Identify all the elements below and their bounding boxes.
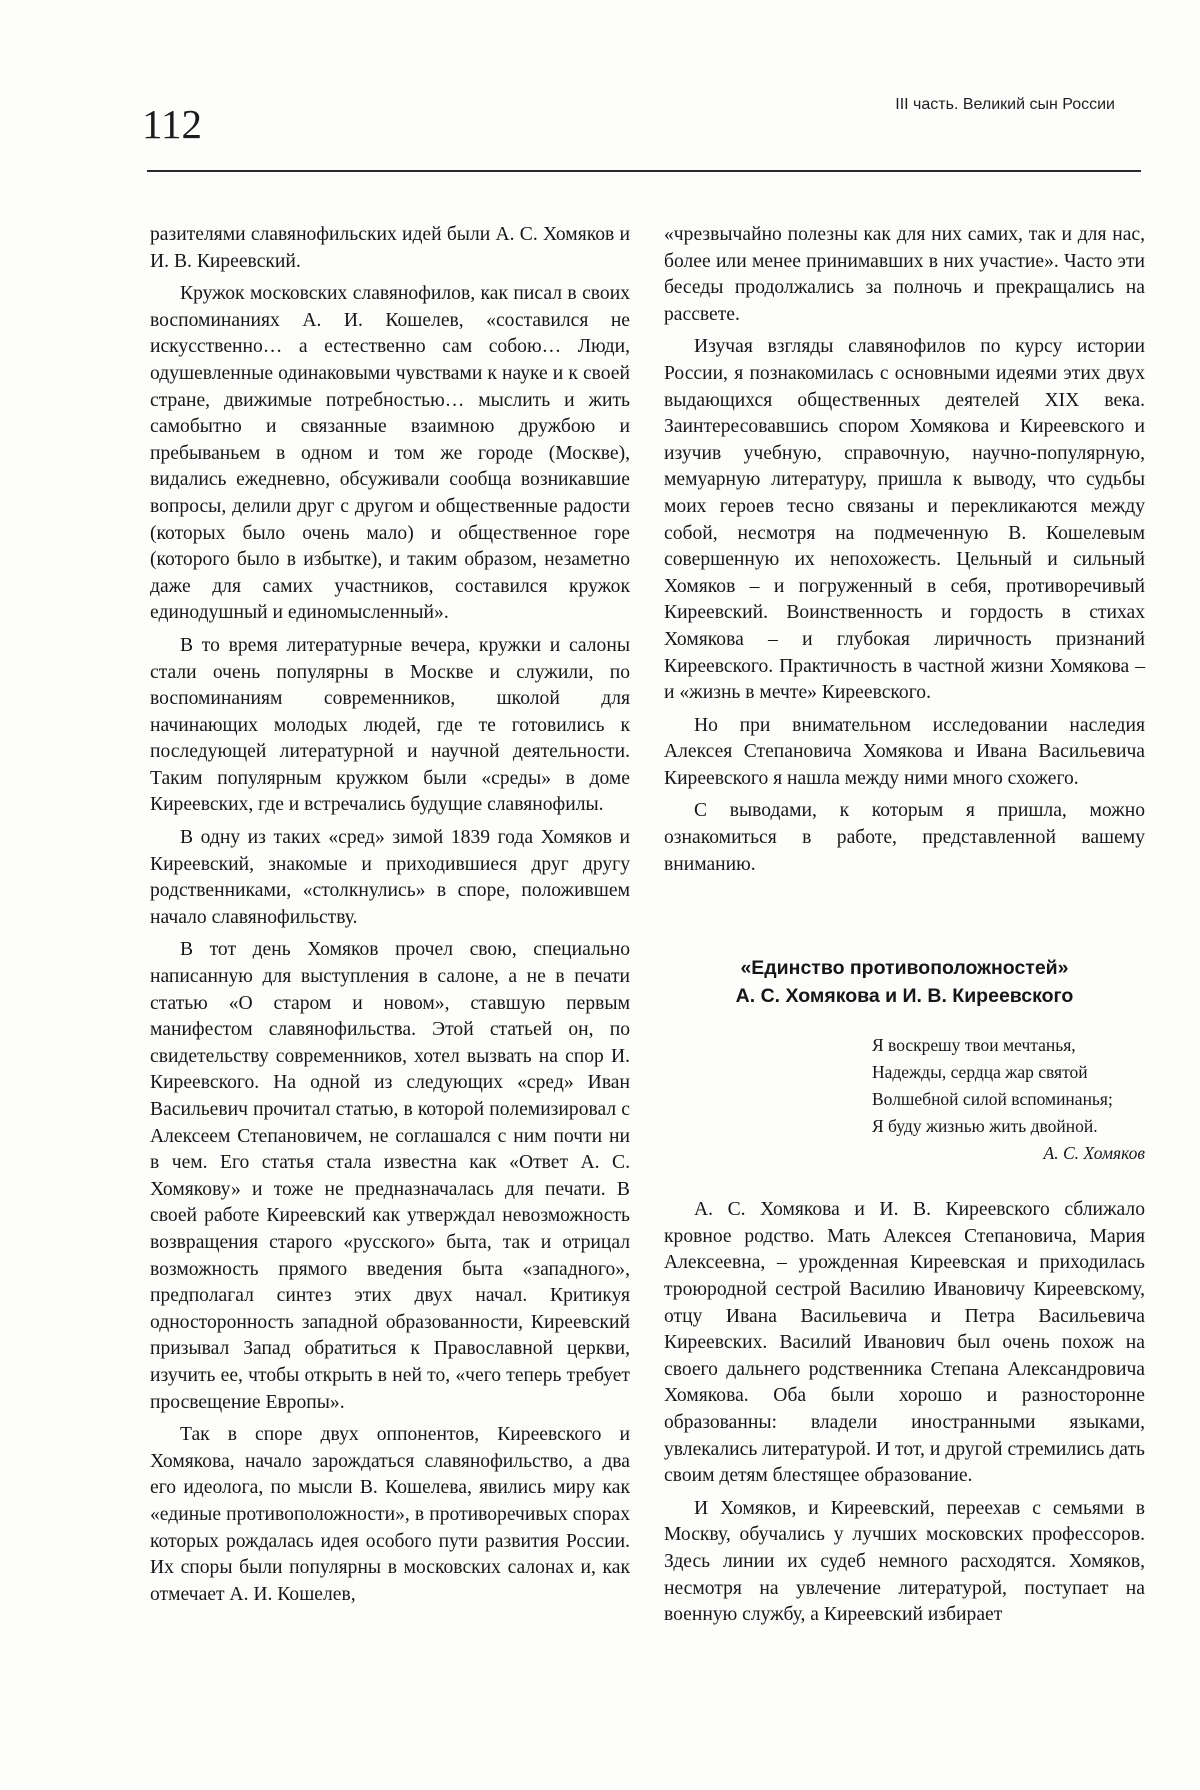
paragraph: разителями славянофильских идей были А. С. Хомяков и И. В. Киреевский. (150, 224, 630, 272)
paragraph: А. С. Хомякова и И. В. Киреевского сближало кровное родство. Мать Алексея Степановича, Мария Алексеевна, – урожденная Киреевская и приходилась троюродной сестрой Василию Ивановичу Киреевскому, отцу Ивана Васильевича и Петра Васильевича Киреевских. Василий Иванович был очень похож на своего дальнего родственника Степана Александровича Хомякова. Оба были хорошо и разносторонне образованны: владели иностранными языками, увлекались литературой. И тот, и другой стремились дать своим детям блестящее образование. (664, 1199, 1145, 1487)
epigraph-line: Я воскрешу твои мечтанья, (872, 1035, 1076, 1056)
paragraph: Изучая взгляды славянофилов по курсу истории России, я познакомилась с основными идеями этих двух выдающихся общественных деятелей XIX века. Заинтересовавшись спором Хомякова и Киреевского и изучив учебную, справочную, научно-популярную, мемуарную литературу, пришла к выводу, что судьбы моих героев тесно связаны и перекликаются между собой, несмотря на подмеченную В. Кошелевым совершенную их непохожесть. Цельный и сильный Хомяков – и погруженный в себя, противоречивый Киреевский. Воинственность и гордость в стихах Хомякова – и глубокая лиричность признаний Киреевского. Практичность в частной жизни Хомякова – и «жизнь в мечте» Киреевского. (664, 336, 1145, 704)
epigraph (872, 1032, 1145, 1167)
page-number: 112 (142, 101, 202, 147)
epigraph-line: Надежды, сердца жар святой (872, 1062, 1088, 1083)
paragraph: «чрезвычайно полезны как для них самих, так и для нас, более или менее принимавших в них участие». Часто эти беседы продолжались за полночь и прекращались на рассвете. (664, 224, 1145, 325)
section-title-line: «Единство противоположностей» (740, 957, 1069, 980)
paragraph: Так в споре двух оппонентов, Киреевского и Хомякова, начало зарождаться славянофильство, а два его идеолога, по мысли В. Кошелева, явились миру как «единые противоположности», в противоречивых спорах которых рождалась идея особого пути развития России. Их споры были популярны в московских салонах и, как отмечает А. И. Кошелев, (150, 1424, 630, 1605)
paragraph: В одну из таких «сред» зимой 1839 года Хомяков и Киреевский, знакомые и приходившиеся друг другу родственниками, «столкнулись» в споре, положившем начало славянофильству. (150, 827, 630, 928)
section-title-line: А. С. Хомякова и И. В. Киреевского (735, 985, 1074, 1008)
right-column (664, 222, 1145, 1629)
running-head: III часть. Великий сын России (895, 96, 1115, 113)
paragraph: Но при внимательном исследовании наследия Алексея Степановича Хомякова и Ивана Васильевича Киреевского я нашла между ними много схожего. (664, 714, 1145, 789)
epigraph-line: Волшебной силой вспоминанья; (872, 1088, 1113, 1109)
left-column (150, 222, 630, 1608)
epigraph-line: Я буду жизнью жить двойной. (872, 1115, 1098, 1136)
paragraph: С выводами, к которым я пришла, можно ознакомиться в работе, представленной вашему вниманию. (664, 800, 1145, 875)
paragraph: И Хомяков, и Киреевский, переехав с семьями в Москву, обучались у лучших московских профессоров. Здесь линии их судеб немного расходятся. Хомяков, несмотря на увлечение литературой, поступает на военную службу, а Киреевский избирает (664, 1497, 1145, 1626)
header-rule (147, 170, 1141, 172)
paragraph: В то время литературные вечера, кружки и салоны стали очень популярны в Москве и служили, по воспоминаниям современников, школой для начинающих молодых людей, где те готовились к последующей литературной и научной деятельности. Таким популярным кружком были «среды» в доме Киреевских, где и встречались будущие славянофилы. (150, 634, 630, 816)
paragraph: Кружок московских славянофилов, как писал в своих воспоминаниях А. И. Кошелев, «составился не искусственно… а естественно сам собою… Люди, одушевленные одинаковыми чувствами к науке и к своей стране, движимые потребностью… мыслить и жить самобытно и связанные взаимною дружбою и пребываньем в одном и том же городе (Москве), видались ежедневно, обсуживали сообща возникавшие вопросы, делили друг с другом и общественные радости (которых было очень мало) и общественное горе (которого было в избытке), и таким образом, незаметно даже для самих участников, составился кружок единодушный и единомысленный». (150, 283, 630, 624)
epigraph-author: А. С. Хомяков (1043, 1143, 1145, 1164)
section-title (664, 954, 1145, 1010)
paragraph: В тот день Хомяков прочел свою, специально написанную для выступления в салоне, а не в печати статью «О старом и новом», ставшую первым манифестом славянофильства. Этой статьей он, по свидетельству современников, хотел вызвать на спор И. Киреевского. На одной из следующих «сред» Иван Васильевич прочитал статью, в которой полемизировал с Алексеем Степановичем, не соглашался с ним почти ни в чем. Его статья стала известна как «Ответ А. С. Хомякову» и тоже не предназначалась для печати. В своей работе Киреевский как утверждал невозможность возвращения старого «русского» быта, так и отрицал возможность прямого введения быта «западного», предполагал синтез этих двух начал. Критикуя односторонность западной образованности, Киреевский призывал Запад обратиться к Православной церкви, изучить ее, чтобы открыть в ней то, «чего теперь требует просвещение Европы». (150, 939, 630, 1413)
